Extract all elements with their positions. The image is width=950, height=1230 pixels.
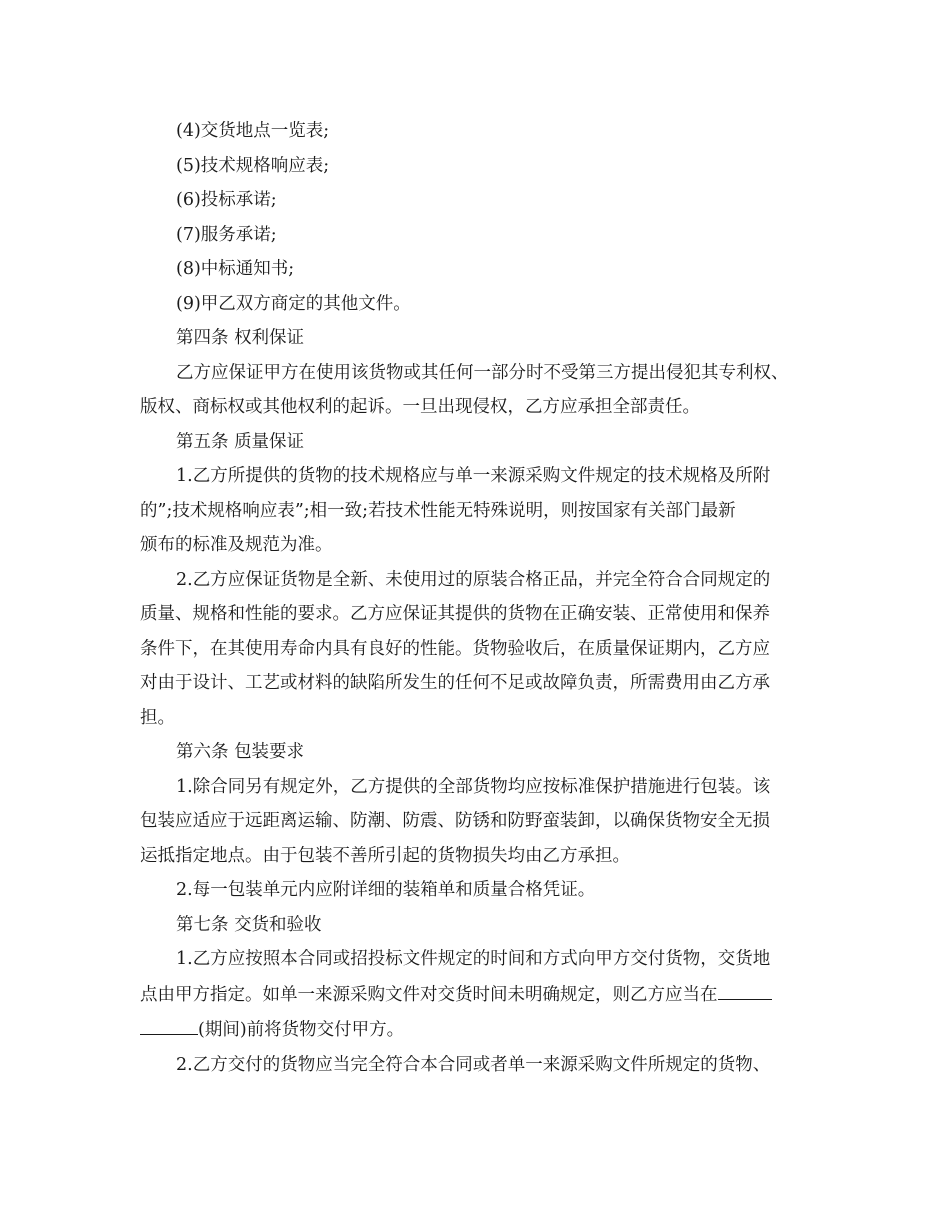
text-line	[140, 1012, 816, 1048]
text-line: 1.乙方所提供的货物的技术规格应与单一来源采购文件规定的技术规格及所附	[176, 466, 771, 486]
text-line: 对由于设计、工艺或材料的缺陷所发生的任何不足或故障负责，所需费用由乙方承	[140, 673, 770, 693]
article-6-paragraph-2: 2.每一包装单元内应附详细的装箱单和质量合格凭证。	[176, 880, 596, 900]
list-item: (4)交货地点一览表;	[176, 121, 330, 141]
text-line: 版权、商标权或其他权利的起诉。一旦出现侵权，乙方应承担全部责任。	[140, 397, 700, 417]
text-line: 1.乙方应按照本合同或招投标文件规定的时间和方式向甲方交付货物，交货地	[176, 949, 771, 969]
article-7-paragraph-1	[140, 942, 816, 1048]
article-5-paragraph-1	[140, 459, 816, 563]
fill-in-blank[interactable]	[718, 977, 772, 1000]
article-5-heading: 第五条 质量保证	[176, 431, 305, 452]
text-line: 颁布的标准及规范为准。	[140, 535, 333, 555]
text-line: 2.乙方应保证货物是全新、未使用过的原装合格正品，并完全符合合同规定的	[176, 569, 771, 590]
text-line: 1.除合同另有规定外，乙方提供的全部货物均应按标准保护措施进行包装。该	[176, 776, 771, 797]
text-line: 条件下，在其使用寿命内具有良好的性能。货物验收后，在质量保证期内，乙方应	[140, 638, 770, 659]
text-line: 的”;技术规格响应表”;相一致;若技术性能无特殊说明，则按国家有关部门最新	[140, 500, 736, 521]
fill-in-blank[interactable]	[140, 1012, 198, 1035]
article-7-paragraph-2: 2.乙方交付的货物应当完全符合本合同或者单一来源采购文件所规定的货物、	[176, 1054, 771, 1075]
article-5-paragraph-2	[140, 563, 816, 736]
article-6-heading: 第六条 包装要求	[176, 742, 305, 762]
text-line: 包装应适应于远距离运输、防潮、防震、防锈和防野蛮装卸，以确保货物安全无损	[140, 811, 770, 831]
text-segment: (期间)前将货物交付甲方。	[198, 1020, 405, 1040]
list-item: (9)甲乙双方商定的其他文件。	[176, 293, 411, 314]
article-4-heading: 第四条 权利保证	[176, 328, 305, 348]
text-line: 质量、规格和性能的要求。乙方应保证其提供的货物在正确安装、正常使用和保养	[140, 604, 770, 624]
article-7-heading: 第七条 交货和验收	[176, 914, 322, 935]
text-segment: 点由甲方指定。如单一来源采购文件对交货时间未明确规定，则乙方应当在	[140, 984, 718, 1005]
article-4-body	[140, 356, 816, 425]
text-line: 乙方应保证甲方在使用该货物或其任何一部分时不受第三方提出侵犯其专利权、	[176, 362, 789, 383]
attachment-list	[140, 114, 816, 321]
list-item: (7)服务承诺;	[176, 224, 277, 245]
list-item: (6)投标承诺;	[176, 190, 277, 210]
document-page	[140, 114, 816, 1082]
text-line: 运抵指定地点。由于包装不善所引起的货物损失均由乙方承担。	[140, 845, 630, 866]
text-line: 担。	[140, 707, 175, 728]
text-line	[140, 977, 816, 1013]
article-6-paragraph-1	[140, 770, 816, 874]
list-item: (8)中标通知书;	[176, 259, 295, 279]
list-item: (5)技术规格响应表;	[176, 155, 330, 176]
